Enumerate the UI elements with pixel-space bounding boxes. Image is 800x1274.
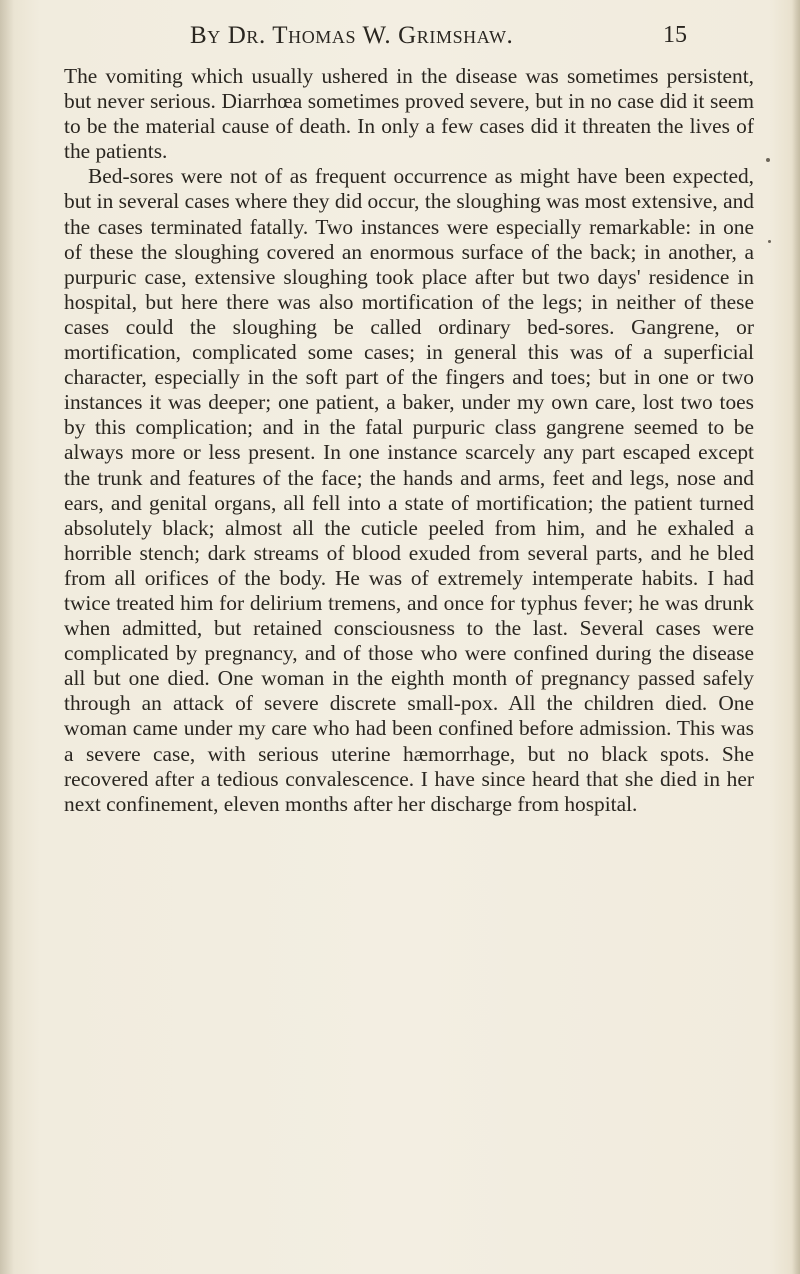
page-number: 15 bbox=[663, 22, 687, 48]
paragraph: The vomiting which usually ushered in the disease was sometimes persistent, but never serious. Diarrhœa sometimes proved severe, but in no case did it seem to be the material cause of death. In only a few cases did it threaten the lives of the patients. bbox=[64, 64, 754, 164]
body-text bbox=[64, 64, 754, 817]
page-edge bbox=[792, 0, 800, 1274]
paragraph: Bed-sores were not of as frequent occurrence as might have been expected, but in several cases where they did occur, the sloughing was most extensive, and the cases terminated fatally. Two instances were especially remarkable: in one of these the sloughing covered an enormous surface of the back; in another, a purpuric case, extensive sloughing took place after but two days' residence in hospital, but here there was also mortification of the legs; in neither of these cases could the sloughing be called ordinary bed-sores. Gangrene, or mortification, complicated some cases; in general this was of a superficial character, especially in the soft part of the fingers and toes; but in one or two instances it was deeper; one patient, a baker, under my own care, lost two toes by this complication; and in the fatal purpuric class gangrene seemed to be always more or less present. In one instance scarcely any part escaped except the trunk and features of the face; the hands and arms, feet and legs, nose and ears, and genital organs, all fell into a state of mortification; the patient turned absolutely black; almost all the cuticle peeled from him, and he exhaled a horrible stench; dark streams of blood exuded from several parts, and he bled from all orifices of the body. He was of extremely intemperate habits. I had twice treated him for delirium tremens, and once for typhus fever; he was drunk when admitted, but retained consciousness to the last. Several cases were complicated by pregnancy, and of those who were confined during the disease all but one died. One woman in the eighth month of pregnancy passed safely through an attack of severe discrete small-pox. All the children died. One woman came under my care who had been confined before admission. This was a severe case, with serious uterine hæmorrhage, but no black spots. She recovered after a tedious convalescence. I have since heard that she died in her next confinement, eleven months after her discharge from hospital. bbox=[64, 164, 754, 816]
speck bbox=[768, 240, 771, 243]
page-header bbox=[0, 22, 800, 56]
gutter-shadow bbox=[0, 0, 14, 1274]
running-head: By Dr. Thomas W. Grimshaw. bbox=[190, 22, 514, 49]
speck bbox=[766, 158, 770, 162]
